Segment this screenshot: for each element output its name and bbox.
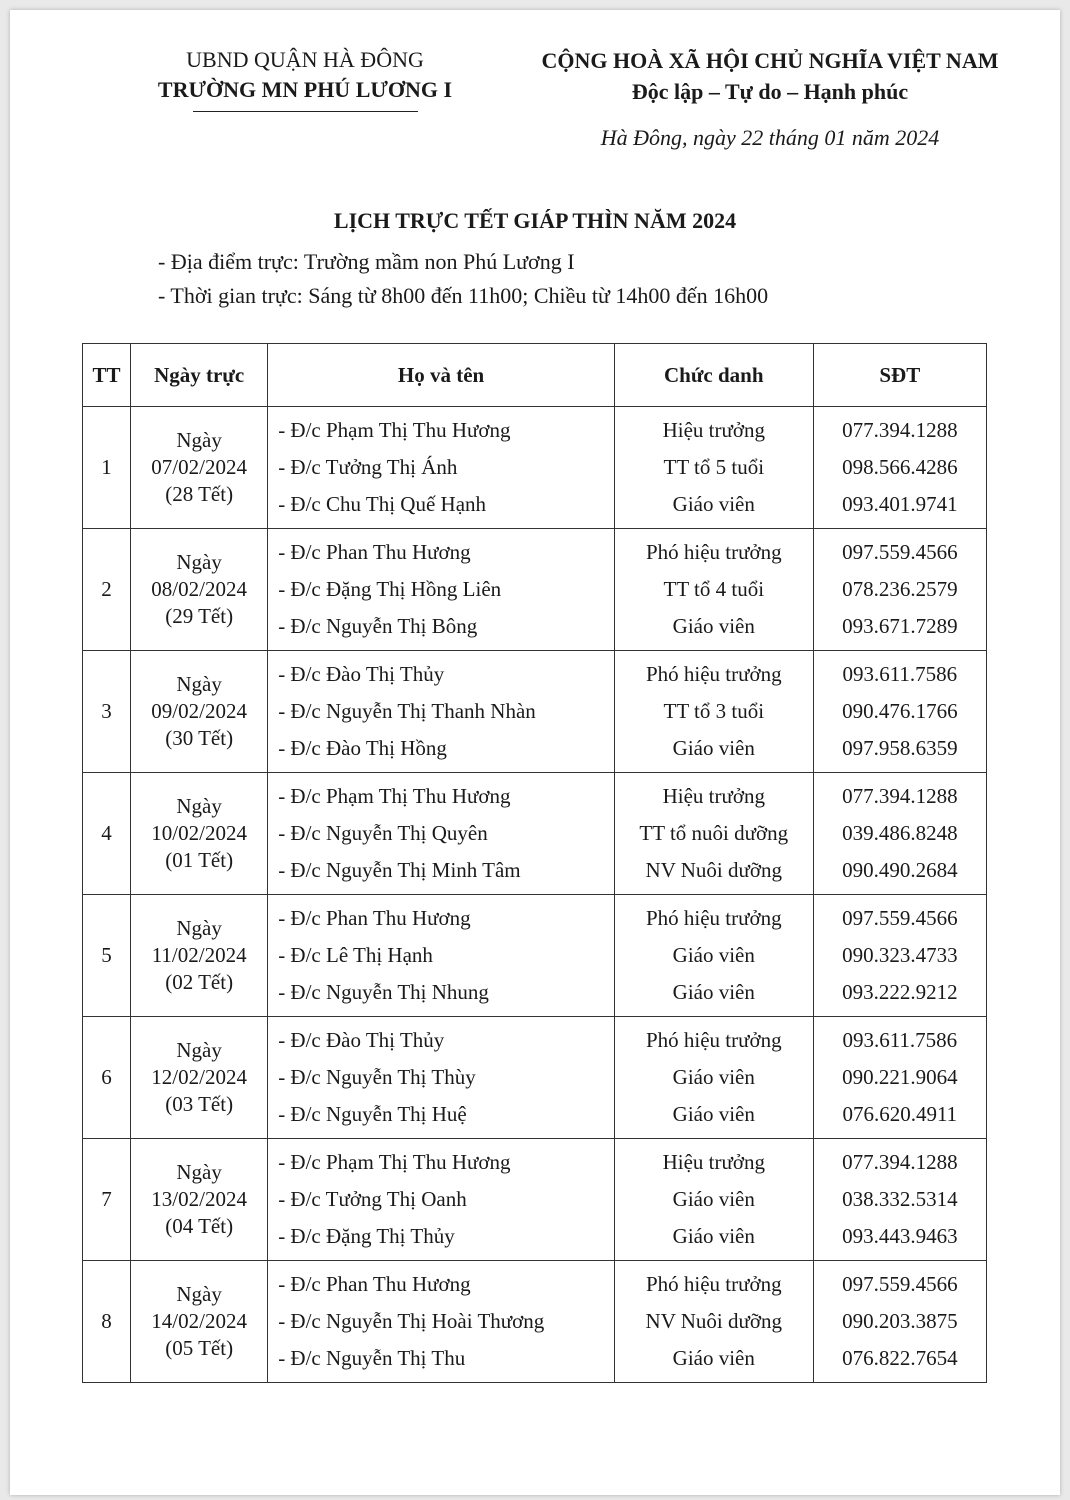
staff-phone-list [814,534,986,645]
duty-date-lunar: (29 Tết) [165,604,234,628]
staff-name-cell [268,895,615,1017]
row-number: 6 [83,1017,131,1139]
staff-phone-cell [813,407,986,529]
staff-phone: 039.486.8248 [842,821,958,845]
staff-phone: 090.221.9064 [842,1065,958,1089]
duty-date-cell [131,1261,268,1383]
staff-role-list [615,534,813,645]
staff-role-cell [614,773,813,895]
staff-role: Giáo viên [672,736,755,760]
staff-name: - Đ/c Nguyễn Thị Thanh Nhàn [278,699,536,723]
staff-role: Giáo viên [672,943,755,967]
staff-role: NV Nuôi dưỡng [645,1309,782,1333]
staff-phone-cell [813,1139,986,1261]
national-motto: Độc lập – Tự do – Hạnh phúc [631,79,909,104]
table-row [83,651,987,773]
duty-date-lunar: (05 Tết) [165,1336,234,1360]
document-title: LỊCH TRỰC TẾT GIÁP THÌN NĂM 2024 [333,208,737,233]
table-row [83,773,987,895]
staff-phone: 038.332.5314 [842,1187,958,1211]
duty-date-day: Ngày [176,1038,222,1062]
header-role: Chức danh [614,344,813,407]
header-date: Ngày trực [131,344,268,407]
staff-phone: 093.443.9463 [842,1224,958,1248]
staff-phone: 098.566.4286 [842,455,958,479]
staff-role-list [615,778,813,889]
staff-phone: 076.822.7654 [842,1346,958,1370]
staff-phone-cell [813,773,986,895]
duty-date-cell [131,895,268,1017]
duty-date-date: 14/02/2024 [151,1309,247,1333]
staff-name: - Đ/c Lê Thị Hạnh [278,943,433,967]
staff-name-cell [268,1017,615,1139]
staff-role: Giáo viên [672,980,755,1004]
staff-name: - Đ/c Phan Thu Hương [278,1272,471,1296]
staff-phone: 097.958.6359 [842,736,958,760]
staff-name: - Đ/c Phan Thu Hương [278,540,471,564]
staff-name-cell [268,773,615,895]
duty-date-date: 08/02/2024 [151,577,247,601]
staff-phone: 090.476.1766 [842,699,958,723]
staff-role: Giáo viên [672,1102,755,1126]
staff-phone-cell [813,1261,986,1383]
staff-phone: 078.236.2579 [842,577,958,601]
duty-date-cell [131,529,268,651]
staff-name-list [278,1266,614,1377]
staff-name: - Đ/c Nguyễn Thị Bông [278,614,478,638]
staff-phone-cell [813,651,986,773]
staff-role: Phó hiệu trưởng [645,662,782,686]
staff-phone: 097.559.4566 [842,1272,958,1296]
staff-role-cell [614,1017,813,1139]
staff-role-cell [614,407,813,529]
duty-date-day: Ngày [176,1160,222,1184]
duty-date-lunar: (01 Tết) [165,848,234,872]
staff-name: - Đ/c Phạm Thị Thu Hương [278,1150,511,1174]
header-tt: TT [83,344,131,407]
staff-phone: 097.559.4566 [842,906,958,930]
staff-name-list [278,656,614,767]
staff-name: - Đ/c Đặng Thị Hồng Liên [278,577,502,601]
header-name: Họ và tên [268,344,615,407]
staff-name: - Đ/c Đào Thị Thủy [278,662,445,686]
staff-role: Phó hiệu trưởng [645,540,782,564]
staff-role: Hiệu trưởng [662,784,765,808]
duty-date-day: Ngày [176,672,222,696]
staff-phone-list [814,656,986,767]
staff-name: - Đ/c Tưởng Thị Oanh [278,1187,467,1211]
staff-role: Giáo viên [672,1224,755,1248]
staff-phone: 093.611.7586 [842,1028,958,1052]
duty-date-lunar: (28 Tết) [165,482,234,506]
staff-name-list [278,534,614,645]
organization-header [150,45,460,112]
duty-date-day: Ngày [176,428,222,452]
staff-role: TT tổ nuôi dưỡng [639,821,789,845]
duty-date-date: 09/02/2024 [151,699,247,723]
row-number: 4 [83,773,131,895]
staff-phone: 076.620.4911 [842,1102,958,1126]
staff-phone-list [814,1144,986,1255]
duty-date-date: 12/02/2024 [151,1065,247,1089]
staff-role-cell [614,651,813,773]
table-row [83,407,987,529]
row-number: 3 [83,651,131,773]
duty-date-cell [131,407,268,529]
staff-name: - Đ/c Nguyễn Thị Thu [278,1346,466,1370]
staff-role: NV Nuôi dưỡng [645,858,782,882]
duty-location: - Địa điểm trực: Trường mầm non Phú Lương I [158,249,575,274]
staff-role: Phó hiệu trưởng [645,1272,782,1296]
table-row [83,895,987,1017]
row-number: 1 [83,407,131,529]
duty-date-date: 13/02/2024 [151,1187,247,1211]
staff-role-list [615,1022,813,1133]
staff-phone-cell [813,529,986,651]
header-underline [193,111,418,112]
staff-role-list [615,1266,813,1377]
staff-role-cell [614,895,813,1017]
staff-name: - Đ/c Đào Thị Thủy [278,1028,445,1052]
row-number: 7 [83,1139,131,1261]
duty-date-day: Ngày [176,794,222,818]
staff-name: - Đ/c Đặng Thị Thủy [278,1224,455,1248]
staff-name-list [278,1144,614,1255]
duty-date-date: 11/02/2024 [151,943,247,967]
duty-date-cell [131,1139,268,1261]
staff-name-cell [268,1139,615,1261]
staff-role-cell [614,1261,813,1383]
staff-role: Giáo viên [672,614,755,638]
staff-role: Giáo viên [672,1065,755,1089]
duty-date-cell [131,651,268,773]
staff-name-list [278,778,614,889]
staff-role: Phó hiệu trưởng [645,1028,782,1052]
staff-name: - Đ/c Phan Thu Hương [278,906,471,930]
district-name: UBND QUẬN HÀ ĐÔNG [186,47,424,72]
row-number: 5 [83,895,131,1017]
staff-role-list [615,900,813,1011]
staff-role-list [615,412,813,523]
row-number: 2 [83,529,131,651]
staff-role: Phó hiệu trưởng [645,906,782,930]
staff-name: - Đ/c Nguyễn Thị Thùy [278,1065,476,1089]
table-header-row [83,344,987,407]
staff-name: - Đ/c Phạm Thị Thu Hương [278,784,511,808]
staff-role: TT tổ 5 tuổi [663,455,765,479]
staff-phone: 090.323.4733 [842,943,958,967]
staff-role-cell [614,1139,813,1261]
table-row [83,1017,987,1139]
staff-name: - Đ/c Nguyễn Thị Hoài Thương [278,1309,545,1333]
table-row [83,1139,987,1261]
staff-phone-cell [813,895,986,1017]
staff-role: Hiệu trưởng [662,418,765,442]
row-number: 8 [83,1261,131,1383]
duty-date-day: Ngày [176,550,222,574]
duty-date-date: 10/02/2024 [151,821,247,845]
duty-date-lunar: (04 Tết) [165,1214,234,1238]
staff-phone: 090.490.2684 [842,858,958,882]
duty-schedule-table [82,343,987,1383]
staff-name-list [278,412,614,523]
staff-phone-cell [813,1017,986,1139]
staff-phone: 093.222.9212 [842,980,958,1004]
duty-time: - Thời gian trực: Sáng từ 8h00 đến 11h00; Chiều từ 14h00 đến 16h00 [158,283,769,308]
staff-name-cell [268,529,615,651]
staff-name-cell [268,651,615,773]
staff-phone-list [814,412,986,523]
staff-phone: 077.394.1288 [842,418,958,442]
table-row [83,529,987,651]
staff-name-list [278,900,614,1011]
staff-name: - Đ/c Nguyễn Thị Minh Tâm [278,858,521,882]
staff-name: - Đ/c Đào Thị Hồng [278,736,447,760]
staff-role: Hiệu trưởng [662,1150,765,1174]
duty-date-cell [131,1017,268,1139]
duty-date-lunar: (03 Tết) [165,1092,234,1116]
staff-role-list [615,1144,813,1255]
document-date: Hà Đông, ngày 22 tháng 01 năm 2024 [600,125,940,150]
staff-name-cell [268,407,615,529]
staff-phone: 097.559.4566 [842,540,958,564]
staff-phone: 093.401.9741 [842,492,958,516]
staff-name: - Đ/c Nguyễn Thị Quyên [278,821,488,845]
nation-name: CỘNG HOÀ XÃ HỘI CHỦ NGHĨA VIỆT NAM [541,48,999,73]
duty-date-lunar: (02 Tết) [165,970,234,994]
staff-phone: 077.394.1288 [842,784,958,808]
staff-role: TT tổ 3 tuổi [663,699,765,723]
header-phone: SĐT [813,344,986,407]
staff-phone: 093.611.7586 [842,662,958,686]
staff-name-cell [268,1261,615,1383]
staff-phone: 090.203.3875 [842,1309,958,1333]
duty-date-cell [131,773,268,895]
staff-name: - Đ/c Phạm Thị Thu Hương [278,418,511,442]
national-header [520,45,1020,107]
duty-date-day: Ngày [176,916,222,940]
staff-phone-list [814,1266,986,1377]
staff-name: - Đ/c Chu Thị Quế Hạnh [278,492,487,516]
staff-role: Giáo viên [672,1346,755,1370]
staff-phone-list [814,1022,986,1133]
staff-role: TT tổ 4 tuổi [663,577,765,601]
staff-name: - Đ/c Nguyễn Thị Nhung [278,980,489,1004]
duty-date-day: Ngày [176,1282,222,1306]
staff-name: - Đ/c Tưởng Thị Ánh [278,455,458,479]
staff-phone: 093.671.7289 [842,614,958,638]
staff-role: Giáo viên [672,492,755,516]
staff-name: - Đ/c Nguyễn Thị Huệ [278,1102,467,1126]
duty-date-date: 07/02/2024 [151,455,247,479]
table-row [83,1261,987,1383]
school-name: TRƯỜNG MN PHÚ LƯƠNG I [157,77,453,102]
staff-phone-list [814,778,986,889]
duty-date-lunar: (30 Tết) [165,726,234,750]
staff-phone: 077.394.1288 [842,1150,958,1174]
staff-role-cell [614,529,813,651]
staff-phone-list [814,900,986,1011]
staff-name-list [278,1022,614,1133]
staff-role-list [615,656,813,767]
staff-role: Giáo viên [672,1187,755,1211]
